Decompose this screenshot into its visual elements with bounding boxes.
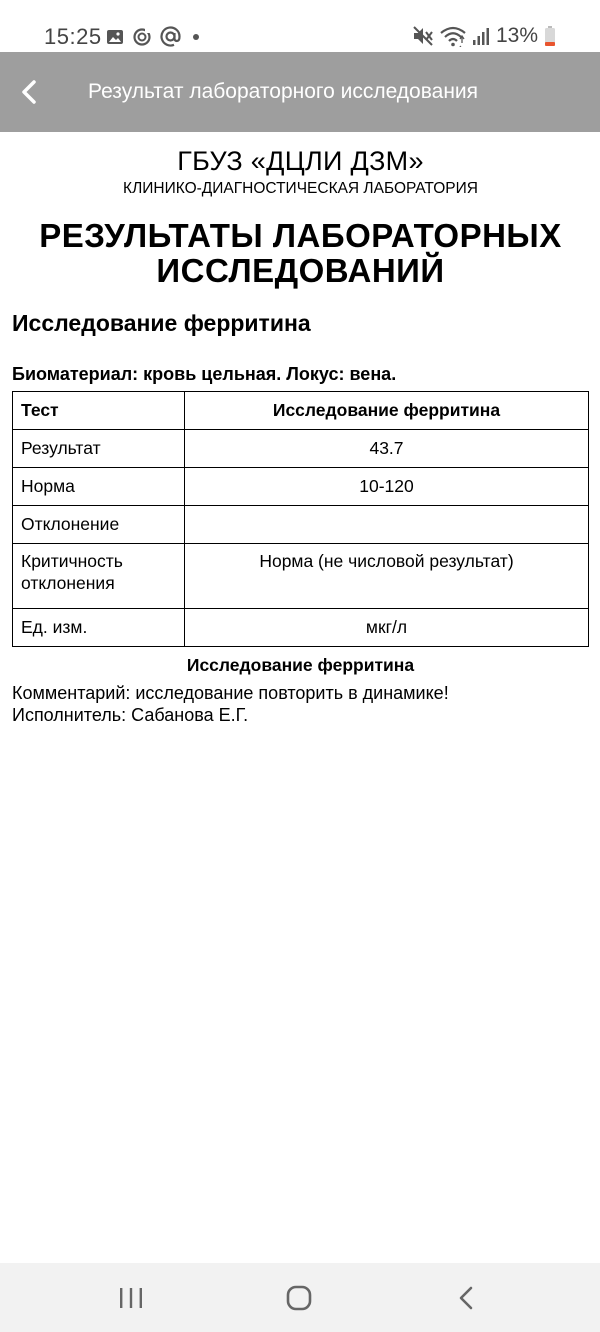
row-value: 43.7 <box>185 430 589 468</box>
battery-percent: 13% <box>495 24 538 47</box>
results-table <box>12 391 589 647</box>
row-value: 10-120 <box>185 468 589 506</box>
header-study: Исследование ферритина <box>185 392 589 430</box>
wifi-icon <box>440 25 466 47</box>
biomaterial-info: Биоматериал: кровь цельная. Локус: вена. <box>12 364 397 384</box>
gallery-icon <box>106 28 124 46</box>
row-value: Норма (не числовой результат) <box>185 544 589 609</box>
table-row-result <box>13 430 589 468</box>
table-row-unit <box>13 609 589 647</box>
row-label: Отклонение <box>13 506 185 544</box>
status-system-icons <box>412 24 556 48</box>
app-bar <box>0 52 600 132</box>
signal-icon <box>472 26 490 46</box>
battery-icon <box>544 25 556 47</box>
report-title <box>12 218 589 288</box>
back-icon <box>452 1283 482 1313</box>
chevron-left-icon <box>10 72 50 112</box>
row-label: Норма <box>13 468 185 506</box>
dot-icon <box>189 30 203 44</box>
status-notification-icons <box>106 26 203 47</box>
report-title-line1: РЕЗУЛЬТАТЫ ЛАБОРАТОРНЫХ <box>39 217 562 254</box>
app-title: Результат лабораторного исследования <box>88 80 479 103</box>
comment-text: Комментарий: исследование повторить в динамике! <box>12 683 449 703</box>
row-label: Критичность отклонения <box>13 544 185 609</box>
back-button[interactable] <box>10 72 50 112</box>
report-title-line2: ИССЛЕДОВАНИЙ <box>156 252 445 289</box>
mute-icon <box>412 25 434 47</box>
lab-name: КЛИНИКО-ДИАГНОСТИЧЕСКАЯ ЛАБОРАТОРИЯ <box>123 180 478 197</box>
home-icon <box>284 1283 314 1313</box>
home-button[interactable] <box>284 1283 314 1313</box>
table-row-norm <box>13 468 589 506</box>
table-header-row <box>13 392 589 430</box>
footer-study-title: Исследование ферритина <box>186 655 415 675</box>
row-label: Ед. изм. <box>13 609 185 647</box>
org-name: ГБУЗ «ДЦЛИ ДЗМ» <box>177 146 424 176</box>
executor-text: Исполнитель: Сабанова Е.Г. <box>12 705 249 725</box>
table-row-criticality <box>13 544 589 609</box>
status-bar <box>0 0 600 52</box>
nav-back-button[interactable] <box>452 1283 482 1313</box>
row-value: мкг/л <box>185 609 589 647</box>
at-icon <box>160 26 181 47</box>
system-nav-bar <box>0 1263 600 1332</box>
row-label: Результат <box>13 430 185 468</box>
status-time: 15:25 <box>44 24 102 49</box>
recent-apps-icon <box>116 1283 146 1313</box>
table-row-deviation <box>13 506 589 544</box>
header-test: Тест <box>13 392 185 430</box>
recent-apps-button[interactable] <box>116 1283 146 1313</box>
sync-icon <box>132 27 152 47</box>
study-title: Исследование ферритина <box>12 310 311 336</box>
row-value <box>185 506 589 544</box>
report-content <box>12 132 589 726</box>
